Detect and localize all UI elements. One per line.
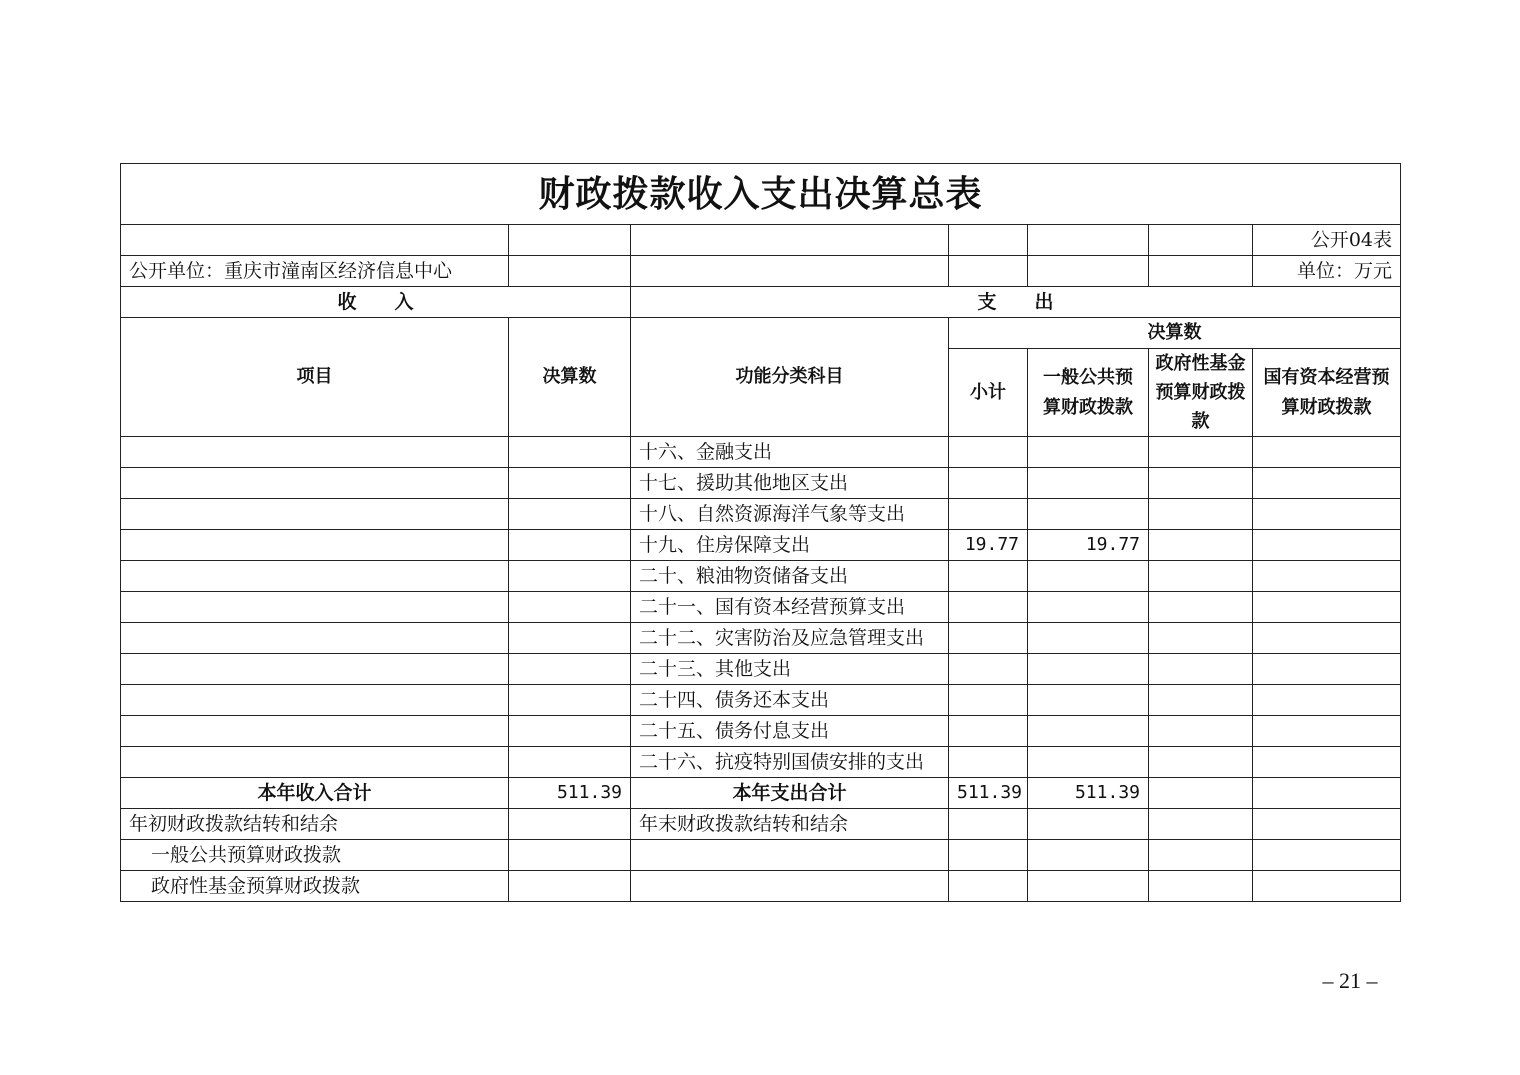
expense-general <box>1028 468 1149 499</box>
expense-category: 十八、自然资源海洋气象等支出 <box>631 499 949 530</box>
expense-general <box>1028 747 1149 778</box>
table-row <box>121 468 1401 499</box>
expense-category: 二十一、国有资本经营预算支出 <box>631 592 949 623</box>
carry-row-begin <box>121 809 1401 840</box>
expense-subtotal <box>949 592 1028 623</box>
carry-row-gov-fund <box>121 871 1401 902</box>
expense-subtotal <box>949 499 1028 530</box>
income-total-value: 511.39 <box>509 778 631 809</box>
table-row <box>121 685 1401 716</box>
expense-subtotal <box>949 561 1028 592</box>
table-row <box>121 747 1401 778</box>
carry-row-general <box>121 840 1401 871</box>
expense-rows <box>121 437 1401 778</box>
table-row <box>121 499 1401 530</box>
carry-general-label: 一般公共预算财政拨款 <box>121 840 509 871</box>
expense-subtotal <box>949 716 1028 747</box>
income-total-label: 本年收入合计 <box>121 778 509 809</box>
form-code: 公开04表 <box>1253 225 1401 256</box>
expense-general <box>1028 499 1149 530</box>
expense-category: 十六、金融支出 <box>631 437 949 468</box>
totals-row <box>121 778 1401 809</box>
expense-subtotal <box>949 437 1028 468</box>
table-row <box>121 530 1401 561</box>
expense-category: 十九、住房保障支出 <box>631 530 949 561</box>
header-row-1 <box>121 318 1401 349</box>
expense-general: 19.77 <box>1028 530 1149 561</box>
carry-end-label: 年末财政拨款结转和结余 <box>631 809 949 840</box>
page-number: – 21 – <box>1322 968 1378 993</box>
expense-general <box>1028 716 1149 747</box>
header-income-amount: 决算数 <box>509 318 631 437</box>
expense-category: 二十五、债务付息支出 <box>631 716 949 747</box>
expense-category: 二十三、其他支出 <box>631 654 949 685</box>
expense-total-general: 511.39 <box>1028 778 1149 809</box>
expense-general <box>1028 592 1149 623</box>
table-row <box>121 716 1401 747</box>
header-expense-amount: 决算数 <box>949 318 1401 349</box>
expense-general <box>1028 685 1149 716</box>
expense-total-subtotal: 511.39 <box>949 778 1028 809</box>
table-row <box>121 437 1401 468</box>
table-row <box>121 623 1401 654</box>
table-row <box>121 592 1401 623</box>
table-title: 财政拨款收入支出决算总表 <box>121 164 1401 225</box>
carry-begin-label: 年初财政拨款结转和结余 <box>121 809 509 840</box>
expense-subtotal: 19.77 <box>949 530 1028 561</box>
fiscal-summary-table <box>120 163 1401 902</box>
expense-category: 二十四、债务还本支出 <box>631 685 949 716</box>
section-row <box>121 287 1401 318</box>
expense-subtotal <box>949 685 1028 716</box>
expense-subtotal <box>949 468 1028 499</box>
expense-subtotal <box>949 654 1028 685</box>
title-row <box>121 164 1401 225</box>
expense-general <box>1028 437 1149 468</box>
expense-subtotal <box>949 747 1028 778</box>
unit-row <box>121 256 1401 287</box>
header-state-capital: 国有资本经营预算财政拨款 <box>1253 349 1401 437</box>
expense-total-label: 本年支出合计 <box>631 778 949 809</box>
expense-subtotal <box>949 623 1028 654</box>
unit-org: 公开单位：重庆市潼南区经济信息中心 <box>121 256 509 287</box>
header-general-budget: 一般公共预算财政拨款 <box>1028 349 1149 437</box>
unit-currency: 单位：万元 <box>1253 256 1401 287</box>
section-expense: 支 出 <box>631 287 1401 318</box>
header-subtotal: 小计 <box>949 349 1028 437</box>
carry-gov-fund-label: 政府性基金预算财政拨款 <box>121 871 509 902</box>
section-income: 收 入 <box>121 287 631 318</box>
expense-general <box>1028 623 1149 654</box>
header-gov-fund: 政府性基金预算财政拨款 <box>1149 349 1253 437</box>
table-row <box>121 654 1401 685</box>
table-row <box>121 561 1401 592</box>
expense-general <box>1028 654 1149 685</box>
expense-general <box>1028 561 1149 592</box>
expense-category: 二十六、抗疫特别国债安排的支出 <box>631 747 949 778</box>
header-category: 功能分类科目 <box>631 318 949 437</box>
expense-category: 十七、援助其他地区支出 <box>631 468 949 499</box>
expense-category: 二十二、灾害防治及应急管理支出 <box>631 623 949 654</box>
expense-category: 二十、粮油物资储备支出 <box>631 561 949 592</box>
header-item: 项目 <box>121 318 509 437</box>
form-code-row <box>121 225 1401 256</box>
